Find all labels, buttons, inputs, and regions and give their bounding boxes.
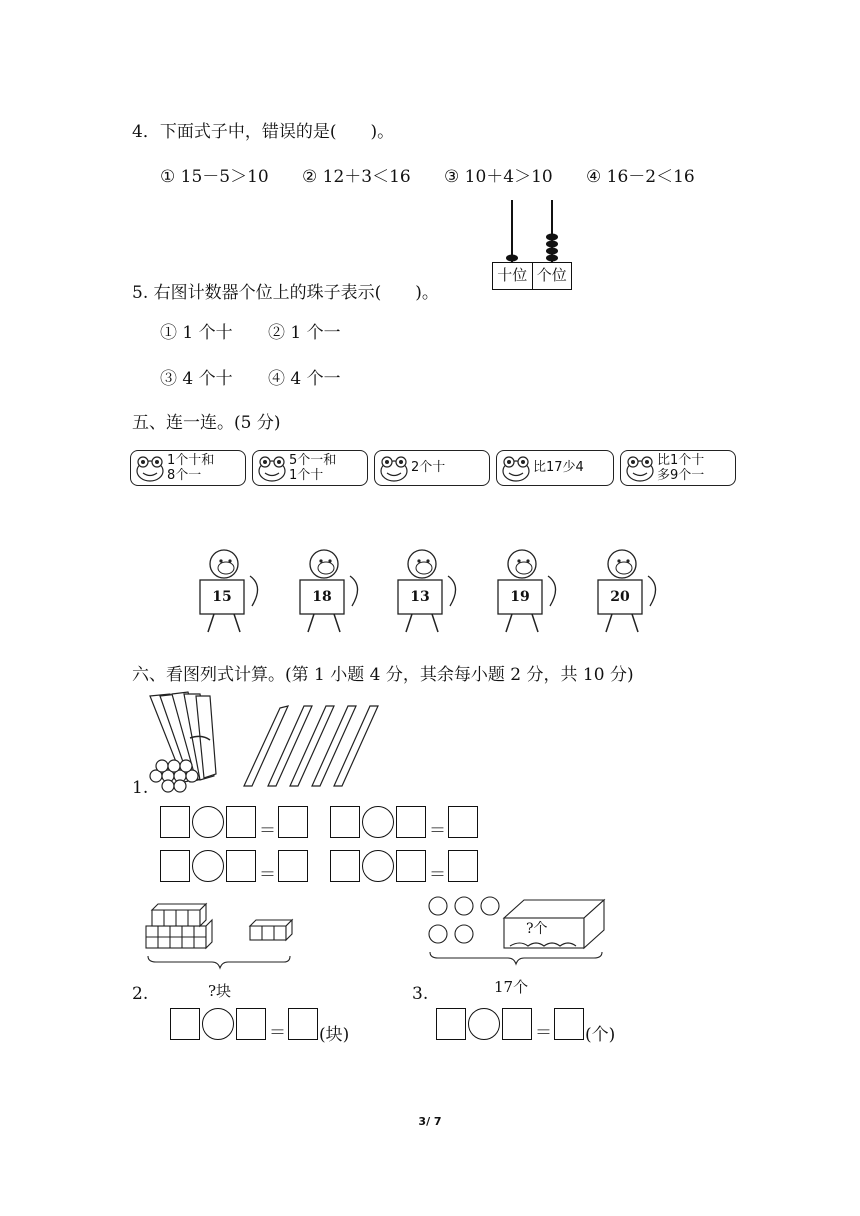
q2-label: ?块 [208,982,232,1000]
monkey-number: 18 [312,589,332,605]
q4-option-2: ② 12＋3＜16 [302,167,411,187]
q4-question: 4．下面式子中，错误的是( )。 [132,122,395,142]
q3-label: 17个 [494,978,529,996]
equals-sign: ＝ [429,821,446,841]
operator-circle[interactable] [192,850,224,882]
equals-sign: ＝ [429,865,446,885]
q5-option-1: ① 1 个十 [160,323,233,343]
monkey-card-5[interactable] [590,546,662,636]
q4-option-4: ④ 16－2＜16 [586,167,695,187]
section6-title: 六、看图列式计算。(第 1 小题 4 分，其余每小题 2 分，共 10 分) [132,665,634,685]
answer-box[interactable] [448,806,478,838]
ones-label: 个位 [536,266,567,284]
equals-sign: ＝ [259,865,276,885]
fruit-box-figure [424,888,610,968]
frog-card-label: 5个一和 1个十 [289,453,337,483]
answer-box[interactable] [554,1008,584,1040]
frog-card-5[interactable] [620,450,736,486]
answer-box[interactable] [396,806,426,838]
monkey-card-4[interactable] [490,546,562,636]
page-number: 3/ 7 [418,1115,442,1128]
monkey-number: 19 [510,589,530,605]
answer-box[interactable] [278,850,308,882]
frog-card-label: 2个十 [411,460,446,475]
sticks-figure [140,690,390,794]
sticks-bundle-icon [140,690,390,794]
answer-box[interactable] [448,850,478,882]
frog-icon [623,453,657,485]
answer-box[interactable] [226,806,256,838]
ones-bead [546,234,558,241]
ones-bead [546,241,558,248]
answer-box[interactable] [436,1008,466,1040]
frog-icon [499,453,533,485]
monkey-card-3[interactable] [390,546,462,636]
ones-bead [546,255,558,262]
q1-number: 1. [132,778,149,798]
answer-box[interactable] [226,850,256,882]
operator-circle[interactable] [362,850,394,882]
q5-option-2: ② 1 个一 [268,323,341,343]
q5-question: 5. 右图计数器个位上的珠子表示( )。 [132,283,439,303]
answer-box[interactable] [236,1008,266,1040]
loose-sticks [244,706,378,786]
answer-box[interactable] [278,806,308,838]
q4-option-3: ③ 10＋4＞10 [444,167,553,187]
section5-title: 五、连一连。(5 分) [132,413,281,433]
cube-blocks-icon [140,896,300,970]
q5-option-3: ③ 4 个十 [160,369,233,389]
q2-number: 2. [132,984,149,1004]
operator-circle[interactable] [192,806,224,838]
abacus-base [492,262,572,290]
answer-box[interactable] [502,1008,532,1040]
q3-unit: (个) [585,1025,616,1045]
monkey-card-2[interactable] [292,546,364,636]
answer-box[interactable] [330,850,360,882]
frog-icon [133,453,167,485]
answer-box[interactable] [396,850,426,882]
frog-card-label: 比17少4 [533,460,584,475]
monkey-number: 20 [610,589,630,605]
answer-box[interactable] [330,806,360,838]
q4-option-1: ① 15－5＞10 [160,167,269,187]
frog-icon [377,453,411,485]
q3-box-label: ?个 [526,921,548,937]
operator-circle[interactable] [202,1008,234,1040]
q5-option-4: ④ 4 个一 [268,369,341,389]
monkey-number: 15 [212,589,232,605]
operator-circle[interactable] [468,1008,500,1040]
equals-sign: ＝ [259,821,276,841]
abacus-figure [490,200,574,292]
frog-card-4[interactable] [496,450,614,486]
frog-icon [255,453,289,485]
answer-box[interactable] [288,1008,318,1040]
monkey-card-1[interactable] [192,546,264,636]
blocks-figure [140,896,300,970]
answer-box[interactable] [170,1008,200,1040]
tens-label: 十位 [493,263,533,289]
equals-sign: ＝ [535,1023,552,1043]
ones-bead [546,248,558,255]
frog-card-3[interactable] [374,450,490,486]
frog-card-1[interactable] [130,450,246,486]
monkey-number: 13 [410,589,430,605]
tens-bead [506,255,518,262]
equals-sign: ＝ [269,1023,286,1043]
fruits-and-box-icon [424,888,610,968]
frog-card-label: 1个十和 8个一 [167,453,215,483]
frog-card-2[interactable] [252,450,368,486]
operator-circle[interactable] [362,806,394,838]
frog-card-label: 比1个十 多9个一 [657,453,705,483]
answer-box[interactable] [160,850,190,882]
q3-number: 3. [412,984,429,1004]
answer-box[interactable] [160,806,190,838]
q2-unit: (块) [319,1025,350,1045]
